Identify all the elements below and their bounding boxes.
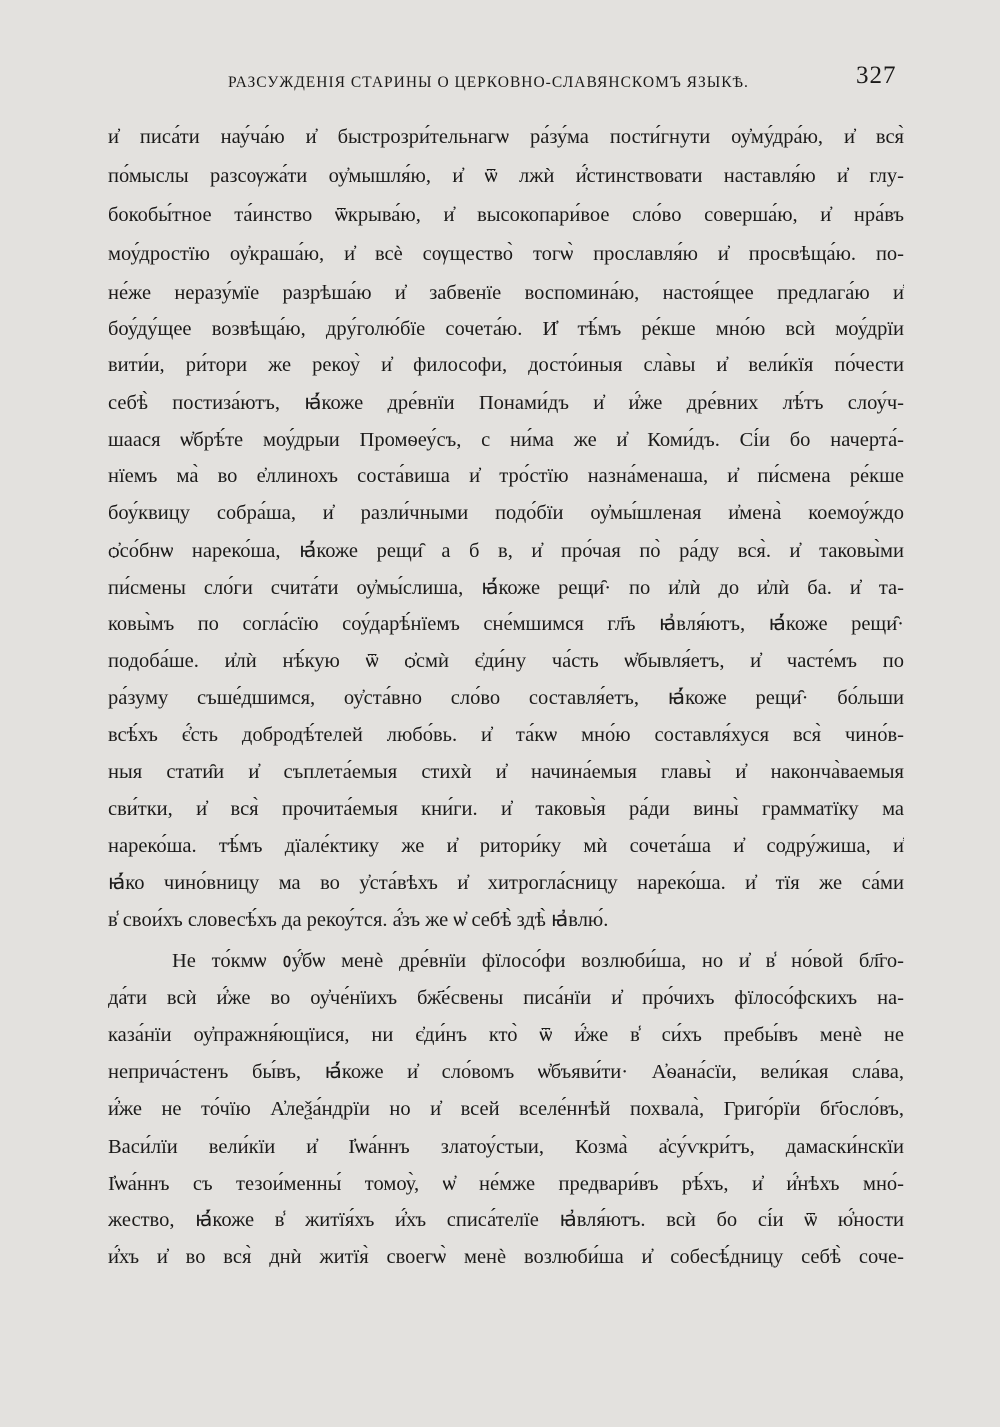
text-line: ра́зуму съше́дшимся, оу҆ста́вно сло́во составля́етъ, ꙗ҆́коже рещи̑· бо́льши (108, 687, 904, 709)
text-line: ѻ҆со́бнѡ нареко́ша, ꙗ҆́коже рещи̑ а б в, и҆ про́чая по̀ ра́ду вся̀. и҆ таковы̀ми (108, 540, 904, 562)
paragraph-first-line: Не то́кмѡ ᲂу҆́бѡ менѐ дре́внїи фїлосо́фи возлюби́ша, но и҆ в̾ но́вой бл҃го- (172, 950, 904, 972)
text-line: бокобы́тное та́инство ѿкрыва́ю, и҆ высокопари́вое сло́во соверша́ю, и҆ нра́въ (108, 204, 904, 226)
text-line: ꙗ҆́ко чино́вницу ма во у҆ста́вѣхъ и҆ хитрогла́сницу нареко́ша. и҆ тїя же са́ми (108, 872, 904, 894)
text-line: в̾ свои́хъ словесѣ́хъ да рекоу́тся. а҆́зъ же ѡ҆ себѣ̀ здѣ̀ ꙗ҆влю́. (108, 909, 609, 931)
text-line: вити́и, ри́тори же рекоу̀ и҆ философи, досто́иныя сла̀вы и҆ вели́кїя по́чести (108, 354, 904, 376)
text-line: нїемъ ма̀ во е҆ллинохъ соста́виша и҆ тро́стїю назна́менаша, и҆ пи́смена ре́кше (108, 465, 904, 487)
text-line: ныя стати̑и и҆ съплета́емыя стихѝ и҆ начина́емыя главы̀ и҆ наконча̀ваемыя (108, 761, 904, 783)
running-head: РАЗСУЖДЕНІЯ СТАРИНЫ О ЦЕРКОВНО-СЛАВЯНСКОМЪ ЯЗЫКѢ. (228, 74, 749, 91)
text-line: всѣ́хъ є҆́сть добродѣ́телей любо́вь. и҆ та́кѡ мно́ю составля́хуся вся̀ чино́в- (108, 724, 904, 746)
text-line: по́мыслы разсѹжа́ти оу҆мышля́ю, и҆ ѿ лжѝ и҆́стинствовати наставля́ю и҆ глу- (108, 165, 904, 187)
text-line: нареко́ша. тѣ́мъ дїале́ктику же и҆ ритори́ку мѝ сочета́ша и҆ содру́жиша, и҆ (108, 835, 904, 857)
text-line: каза́нїи оу҆пражня́ющїися, ни є҆ди́нъ кто̀ ѿ и҆́же в̾ си́хъ пребы́въ менѐ не (108, 1024, 904, 1046)
text-line: и҆́же не то́чїю А҆леѯа́ндрїи но и҆ всей вселе́ннѣй похвала̀, Григо́рїи бг҃осло́въ, (108, 1098, 904, 1120)
text-line: и҆ писа́ти нау́ча́ю и҆ быстрозри́тельнагѡ ра́зу́ма пости́гнути оу҆му́дра́ю, и҆ вся̀ (108, 126, 904, 148)
text-line: подоба́ше. и҆лѝ нѣ́кую ѿ ѻ҆смѝ є҆ди́ну ча́сть ѡ҆бывля́етъ, и҆ часте́мъ по (108, 650, 904, 672)
text-line: пи́смены сло́ги счита́ти оу҆мы́слиша, ꙗ҆́коже рещи̑· по и҆лѝ до и҆лѝ ба. и҆ та- (108, 577, 904, 599)
text-line: Васи́лїи вели́кїи и҆ І҆ѡа́ннъ златоу́стыи, Козма̀ а҆су́ѵкри́тъ, дамаски́нскїи (108, 1136, 904, 1158)
text-line: себѣ̀ постиза́ютъ, ꙗ҆́коже дре́внїи Понами́дъ и҆ и҆́же дре́вних лѣ́тъ слоу́ч- (108, 392, 904, 414)
text-line: ковы̀мъ по согла́сїю соу́дарѣ́нїемъ сне́мшимся гл҃ъ ꙗ҆вля́ютъ, ꙗ҆́коже рещи̑· (108, 613, 904, 635)
text-line: боу́ду́щее возвѣща́ю, дру́голю́бїе сочета́ю. И҆ тѣ́мъ ре́кше мно́ю всѝ моу́дрїи (108, 318, 904, 340)
text-line: сви́тки, и҆ вся̀ прочита́емыя кни́ги. и҆ таковы̀я ра́ди вины̀ грамматїку ма (108, 798, 904, 820)
text-line: жество, ꙗ҆́коже в̾ житїя́хъ и҆́хъ списа́телїе ꙗ҆вля́ютъ. всѝ бо сі́и ѿ ю҆́ности (108, 1209, 904, 1231)
text-line: и҆́хъ и҆ во вся̀ днѝ житїя̀ своегѡ̀ менѐ возлюби́ша и҆ собесѣ́дницу себѣ̀ соче- (108, 1246, 904, 1268)
text-line: боу́квицу собра́ша, и҆ разли́чными подо́бїи оу҆мы́шленая и҆мена̀ коемоу́ждо (108, 502, 904, 524)
text-line (108, 1281, 904, 1307)
text-line: да́ти всѝ и҆́же во оу҆че́нїихъ бж҃е́свены писа́нїи и҆ про́чихъ фїлосо́фскихъ на- (108, 987, 904, 1009)
text-line: шаася ѡ҆брѣ́те моу́дрыи Промѳеу́съ, с ни́ма же и҆ Коми́дъ. Сі́и бо начерта́- (108, 429, 904, 451)
text-line: неприча́стенъ бы́въ, ꙗ҆́коже и҆ сло́вомъ ѡ҆бъяви́ти· А҆ѳана́сїи, вели́кая сла́ва, (108, 1061, 904, 1083)
page-number: 327 (856, 62, 897, 89)
text-line: моу́дростїю оу҆краша́ю, и҆ всѐ сѹщество̀ тогѡ̀ прославля́ю и҆ просвѣща́ю. по- (108, 243, 904, 265)
text-line: І҆ѡа́ннъ съ тезои́менны́ томоу̀, ѡ҆ не́мже предвари́въ рѣ́хъ, и҆ и҆́нѣхъ мно́- (108, 1173, 904, 1195)
text-line: не́же неразу́мїе разрѣша́ю и҆ забвенїе воспомина́ю, настоя́щее предлага́ю и҆ (108, 282, 904, 304)
